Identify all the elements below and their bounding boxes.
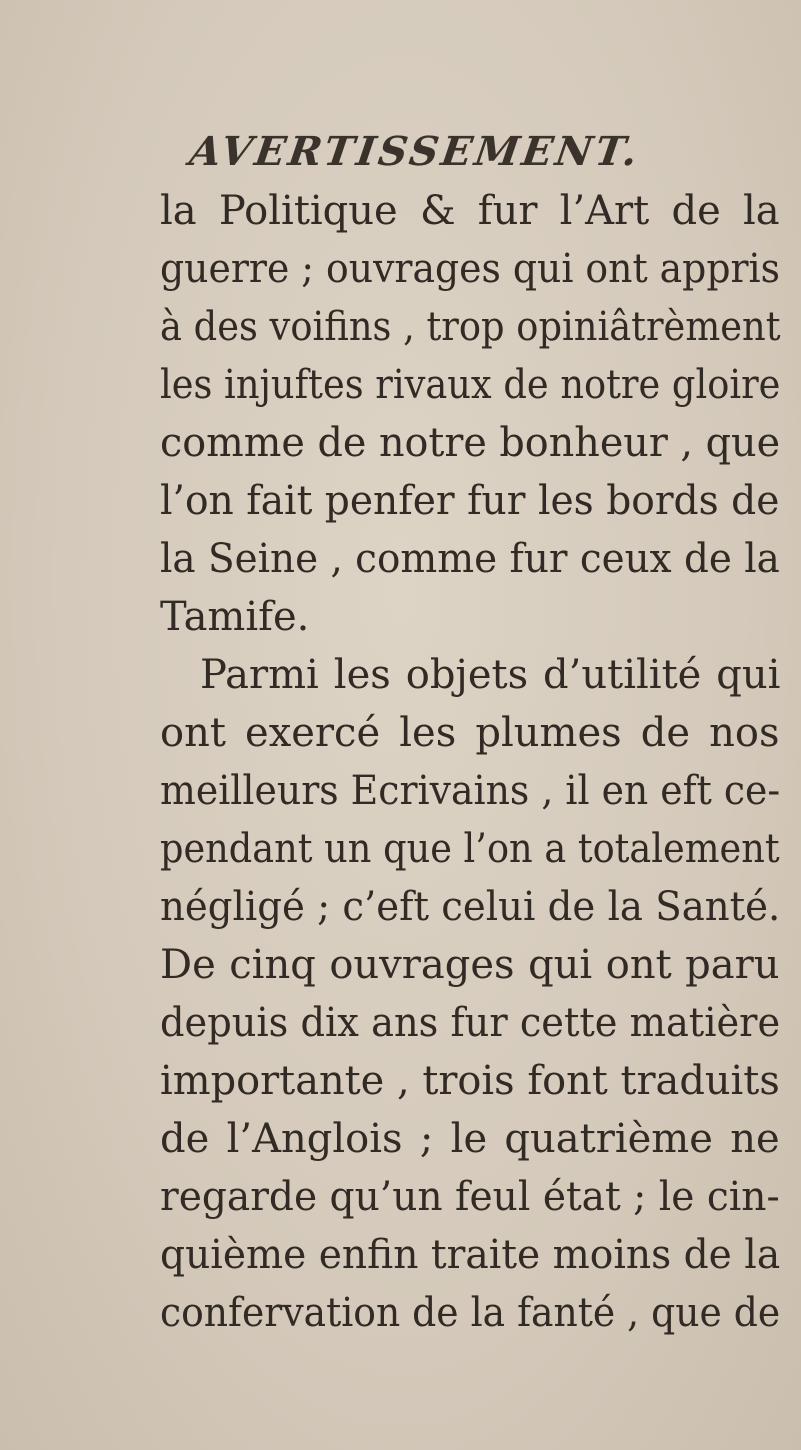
text-line-10: ont exercé les plumes de nos: [160, 710, 780, 756]
text-line-8: Tamife.: [160, 594, 310, 640]
text-line-7: la Seine , comme fur ceux de la: [160, 536, 780, 582]
text-line-16: importante , trois font traduits: [160, 1058, 780, 1104]
text-line-3: à des voifins , trop opiniâtrèment: [160, 304, 781, 350]
text-line-18: regarde qu’un feul état ; le cin-: [160, 1174, 780, 1220]
text-line-1: la Politique & fur l’Art de la: [160, 188, 780, 234]
text-line-20: confervation de la fanté , que de: [160, 1290, 781, 1336]
text-line-12: pendant un que l’on a totalement: [160, 826, 780, 872]
running-head: AVERTISSEMENT.: [186, 128, 644, 175]
text-line-5: comme de notre bonheur , que: [160, 420, 781, 466]
text-line-2: guerre ; ouvrages qui ont appris: [160, 246, 781, 292]
text-line-15: depuis dix ans fur cette matière: [160, 1000, 781, 1046]
text-line-9: Parmi les objets d’utilité qui: [200, 652, 781, 698]
text-line-19: quième enfin traite moins de la: [160, 1232, 781, 1278]
text-line-4: les injuftes rivaux de notre gloire: [160, 362, 781, 408]
text-line-14: De cinq ouvrages qui ont paru: [160, 942, 780, 988]
text-line-11: meilleurs Ecrivains , il en eft ce-: [160, 768, 781, 814]
text-line-13: négligé ; c’eft celui de la Santé.: [160, 884, 781, 930]
text-line-6: l’on fait penfer fur les bords de: [160, 478, 780, 524]
text-line-17: de l’Anglois ; le quatrième ne: [160, 1116, 780, 1162]
